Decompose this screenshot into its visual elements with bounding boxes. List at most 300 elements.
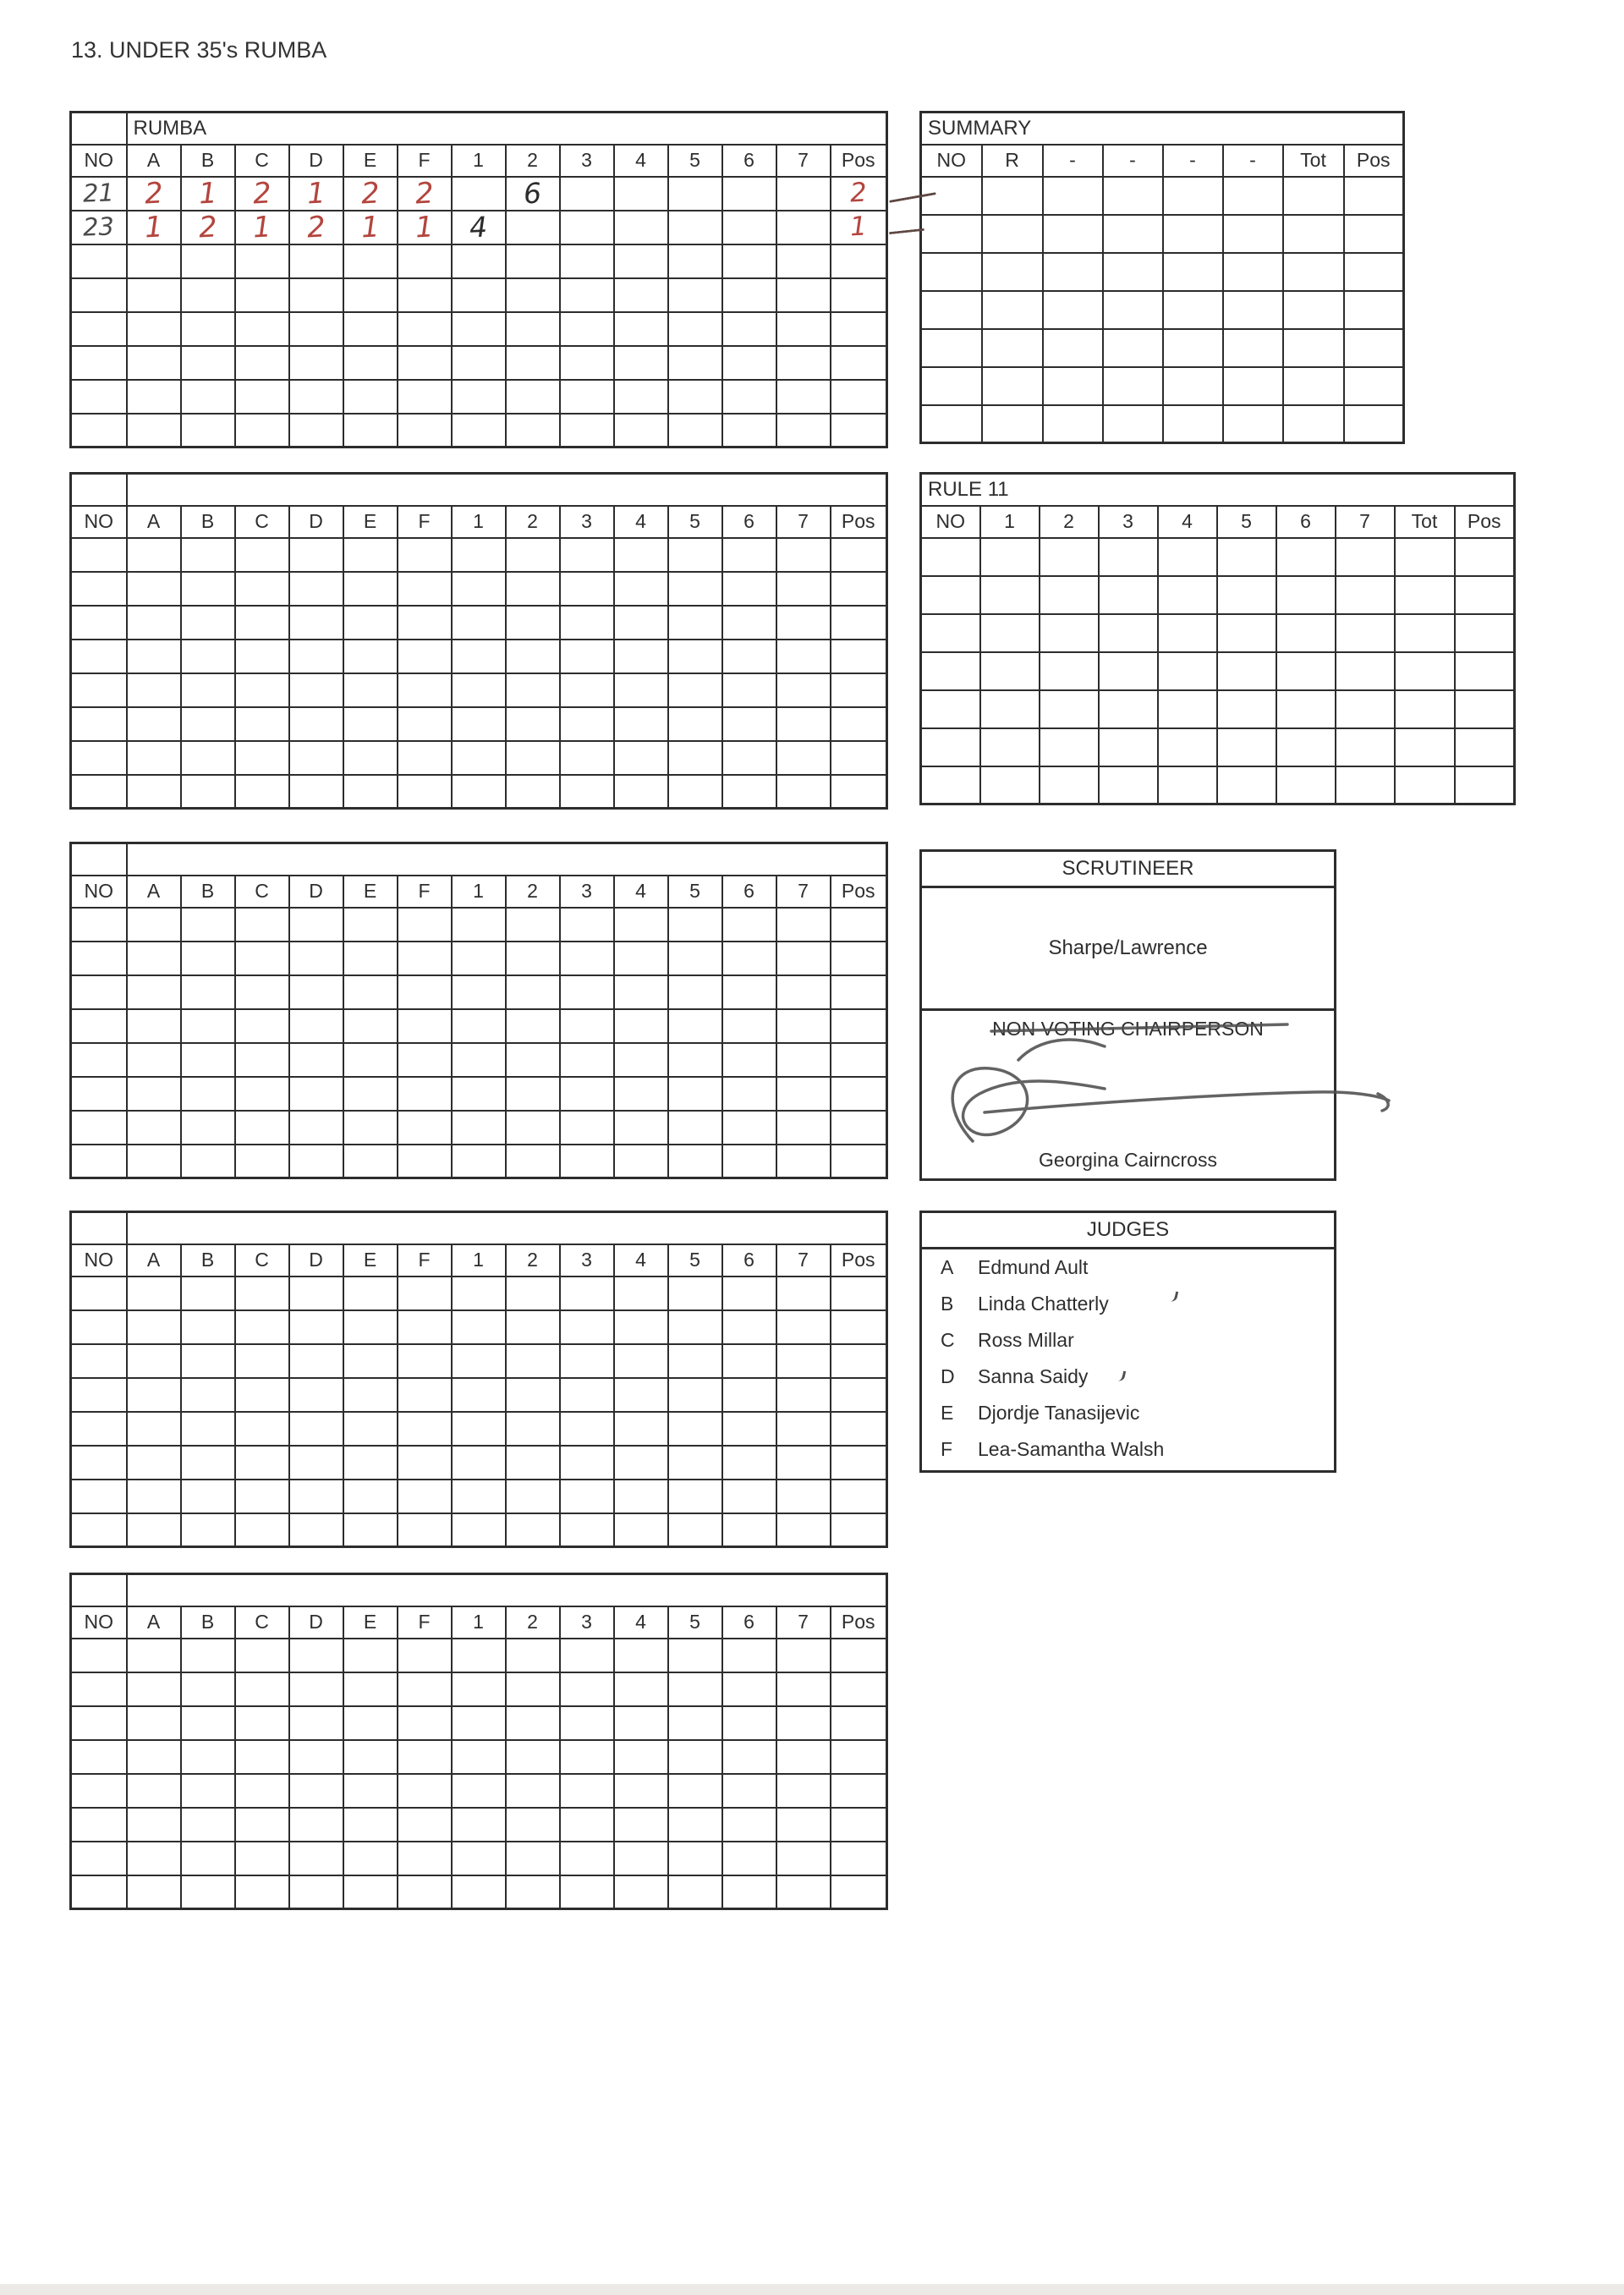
grid-cell: [452, 1145, 506, 1178]
score-row: [71, 1672, 887, 1706]
grid-cell: [1336, 728, 1395, 766]
grid-cell: [181, 1513, 235, 1547]
grid-cell: [1099, 576, 1158, 614]
grid-cell: [722, 1310, 776, 1344]
grid-cell: [1040, 766, 1099, 804]
score-row: [71, 1009, 887, 1043]
grid-cell: [980, 538, 1040, 576]
grid-cell: [614, 1145, 668, 1178]
grid-cell: [668, 1111, 722, 1145]
score-row: [71, 572, 887, 606]
grid-cell: [343, 1513, 398, 1547]
grid-cell: [1276, 766, 1336, 804]
grid-cell: [289, 1412, 343, 1446]
grid-cell: [722, 177, 776, 211]
grid-cell: [668, 640, 722, 673]
col-header-7: 7: [776, 876, 831, 908]
grid-cell: [452, 1277, 506, 1310]
grid-cell: [831, 1875, 887, 1909]
grid-cell: [452, 380, 506, 414]
grid-cell: [560, 1111, 614, 1145]
rumba-score-table: [69, 111, 888, 448]
handwritten-value: 1: [251, 209, 272, 245]
grid-cell: [722, 1774, 776, 1808]
grid-cell: [776, 177, 831, 211]
grid-cell: [398, 673, 452, 707]
handwritten-value: 1: [197, 175, 218, 211]
grid-cell: [722, 908, 776, 942]
grid-cell: [614, 908, 668, 942]
grid-cell: [1217, 690, 1276, 728]
grid-cell: [722, 1480, 776, 1513]
grid-cell: [452, 244, 506, 278]
grid-cell: [343, 1875, 398, 1909]
grid-cell: [398, 707, 452, 741]
grid-cell: [560, 1446, 614, 1480]
grid-cell: [560, 673, 614, 707]
grid-cell: [1276, 728, 1336, 766]
grid-cell: [235, 1378, 289, 1412]
grid-cell: [668, 380, 722, 414]
judge-row-b: [922, 1286, 1334, 1322]
grid-cell: [560, 1706, 614, 1740]
grid-cell: [560, 414, 614, 447]
grid-cell: [343, 1310, 398, 1344]
score-row: [71, 1277, 887, 1310]
grid-cell: [289, 1740, 343, 1774]
grid-cell: [614, 1513, 668, 1547]
grid-cell: [722, 1513, 776, 1547]
grid-cell: [181, 1310, 235, 1344]
col-header-3: 3: [560, 876, 614, 908]
grid-cell: [831, 572, 887, 606]
grid-cell: [614, 1875, 668, 1909]
grid-cell: [289, 346, 343, 380]
grid-cell: [235, 942, 289, 975]
handwritten-value: 2: [359, 175, 381, 211]
grid-cell: [668, 1412, 722, 1446]
rule11-table: [919, 472, 1516, 805]
score-row: [71, 346, 887, 380]
col-header-e: E: [343, 1606, 398, 1639]
judge-letter: F: [941, 1438, 953, 1460]
grid-cell: [71, 1774, 127, 1808]
handwritten-value: 6: [522, 175, 543, 211]
grid-cell: [452, 177, 506, 211]
col-header-5: 5: [668, 506, 722, 538]
grid-cell: [506, 211, 560, 244]
grid-cell: [776, 707, 831, 741]
grid-cell: [398, 1378, 452, 1412]
grid-cell: [289, 211, 343, 244]
grid-cell: [1163, 405, 1223, 443]
grid-cell: [614, 606, 668, 640]
grid-cell: [398, 1344, 452, 1378]
grid-cell: [289, 1774, 343, 1808]
grid-cell: [921, 538, 980, 576]
grid-cell: [181, 673, 235, 707]
col-header-2: 2: [506, 1606, 560, 1639]
grid-cell: [560, 1378, 614, 1412]
grid-cell: [71, 1077, 127, 1111]
grid-cell: [289, 975, 343, 1009]
grid-cell: [722, 975, 776, 1009]
col-header-4: 4: [614, 145, 668, 177]
grid-cell: [343, 1077, 398, 1111]
grid-cell: [614, 707, 668, 741]
grid-cell: [127, 1111, 181, 1145]
grid-cell: [506, 640, 560, 673]
grid-cell: [71, 1412, 127, 1446]
grid-cell: [776, 572, 831, 606]
grid-cell: [1163, 215, 1223, 253]
grid-cell: [398, 346, 452, 380]
table-title: [127, 843, 887, 876]
grid-cell: [506, 1639, 560, 1672]
grid-cell: [452, 707, 506, 741]
grid-cell: [1276, 690, 1336, 728]
grid-cell: [776, 1277, 831, 1310]
col-header-b: B: [181, 1606, 235, 1639]
grid-cell: [181, 414, 235, 447]
grid-cell: [776, 1842, 831, 1875]
grid-cell: [506, 572, 560, 606]
grid-cell: [452, 1344, 506, 1378]
grid-cell: [668, 346, 722, 380]
grid-cell: [235, 414, 289, 447]
judges-panel: [919, 1211, 1336, 1473]
grid-cell: [722, 1740, 776, 1774]
grid-cell: [1395, 652, 1455, 690]
chairperson-section: [922, 1008, 1334, 1178]
grid-cell: [181, 346, 235, 380]
grid-cell: [452, 1672, 506, 1706]
grid-cell: [1336, 652, 1395, 690]
score-row: [71, 1740, 887, 1774]
col-header-no: NO: [921, 506, 980, 538]
grid-cell: [560, 1077, 614, 1111]
col-header-pos: Pos: [831, 1244, 887, 1277]
col-header-4: 4: [614, 1244, 668, 1277]
col-header-b: B: [181, 506, 235, 538]
grid-cell: [289, 1480, 343, 1513]
grid-cell: [289, 244, 343, 278]
col-header-pos: Pos: [1344, 145, 1404, 177]
grid-cell: [506, 606, 560, 640]
grid-cell: [181, 1875, 235, 1909]
grid-cell: [452, 346, 506, 380]
judge-letter: C: [941, 1329, 955, 1351]
grid-cell: [668, 673, 722, 707]
grid-cell: [560, 346, 614, 380]
grid-cell: [506, 1344, 560, 1378]
score-row: [71, 606, 887, 640]
grid-cell: [398, 1310, 452, 1344]
grid-cell: [398, 1111, 452, 1145]
grid-cell: [921, 291, 982, 329]
grid-cell: [452, 1480, 506, 1513]
grid-cell: [181, 1009, 235, 1043]
grid-cell: [1283, 367, 1344, 405]
grid-cell: [452, 1842, 506, 1875]
grid-cell: [668, 942, 722, 975]
grid-cell: [127, 1009, 181, 1043]
table-title: SUMMARY: [921, 113, 1404, 145]
grid-cell: [921, 405, 982, 443]
grid-cell: [289, 1378, 343, 1412]
grid-cell: [722, 1378, 776, 1412]
grid-cell: [614, 1412, 668, 1446]
grid-cell: [668, 1277, 722, 1310]
grid-cell: [127, 244, 181, 278]
col-header-6: 6: [722, 876, 776, 908]
grid-cell: [181, 1145, 235, 1178]
grid-cell: [235, 1111, 289, 1145]
grid-cell: [560, 1043, 614, 1077]
grid-cell: [452, 538, 506, 572]
grid-cell: [776, 1774, 831, 1808]
grid-cell: [560, 1009, 614, 1043]
grid-cell: [722, 278, 776, 312]
grid-cell: [614, 1009, 668, 1043]
grid-cell: [668, 775, 722, 809]
table-title: RUMBA: [127, 113, 887, 145]
score-table-2: [69, 472, 888, 810]
grid-cell: [235, 707, 289, 741]
col-header-3: 3: [560, 1606, 614, 1639]
grid-cell: [506, 1706, 560, 1740]
grid-cell: [1344, 329, 1404, 367]
grid-cell: [235, 1446, 289, 1480]
grid-cell: [235, 1774, 289, 1808]
grid-cell: [398, 1639, 452, 1672]
grid-cell: [668, 278, 722, 312]
score-row: [71, 1446, 887, 1480]
grid-cell: [127, 1672, 181, 1706]
grid-cell: [776, 1145, 831, 1178]
grid-cell: [398, 1842, 452, 1875]
col-header-2: 2: [506, 145, 560, 177]
grid-cell: [1344, 253, 1404, 291]
grid-cell: [614, 380, 668, 414]
grid-cell: [1103, 329, 1163, 367]
grid-cell: [1336, 766, 1395, 804]
grid-cell: [452, 1378, 506, 1412]
grid-cell: [181, 606, 235, 640]
grid-cell: [506, 1009, 560, 1043]
grid-cell: [1099, 614, 1158, 652]
col-header-d: D: [289, 1606, 343, 1639]
grid-cell: [668, 1740, 722, 1774]
grid-cell: [235, 177, 289, 211]
grid-cell: [980, 614, 1040, 652]
grid-cell: [722, 1639, 776, 1672]
grid-cell: [722, 640, 776, 673]
grid-cell: [1395, 728, 1455, 766]
grid-cell: [127, 1480, 181, 1513]
grid-cell: [71, 741, 127, 775]
col-header-2: 2: [1040, 506, 1099, 538]
col-header-6: 6: [722, 1606, 776, 1639]
grid-cell: [127, 1740, 181, 1774]
grid-cell: [1103, 215, 1163, 253]
col-header-a: A: [127, 1606, 181, 1639]
col-header-c: C: [235, 1244, 289, 1277]
grid-cell: [506, 312, 560, 346]
grid-cell: [181, 211, 235, 244]
handwritten-value: 1: [143, 209, 164, 245]
grid-cell: [831, 346, 887, 380]
grid-cell: [452, 211, 506, 244]
col-header-3: 3: [560, 506, 614, 538]
grid-cell: [343, 1344, 398, 1378]
grid-cell: [1043, 405, 1103, 443]
grid-cell: [668, 741, 722, 775]
grid-cell: [235, 1480, 289, 1513]
col-header-a: A: [127, 876, 181, 908]
grid-cell: [1455, 728, 1515, 766]
grid-cell: [668, 312, 722, 346]
grid-cell: [235, 1043, 289, 1077]
grid-cell: [982, 215, 1043, 253]
score-row: [71, 1875, 887, 1909]
grid-cell: [71, 1378, 127, 1412]
score-row: [71, 244, 887, 278]
grid-cell: [235, 1706, 289, 1740]
scrutineer-panel: [919, 849, 1336, 1181]
grid-cell: [614, 942, 668, 975]
grid-cell: [506, 975, 560, 1009]
grid-cell: [71, 775, 127, 809]
col-header-7: 7: [776, 1244, 831, 1277]
grid-cell: [127, 1875, 181, 1909]
grid-cell: [722, 1111, 776, 1145]
grid-cell: [452, 1111, 506, 1145]
grid-cell: [1276, 576, 1336, 614]
col-header-6: 6: [1276, 506, 1336, 538]
grid-cell: [127, 278, 181, 312]
grid-cell: [127, 975, 181, 1009]
col-header-6: 6: [722, 145, 776, 177]
grid-cell: [181, 707, 235, 741]
grid-cell: [289, 707, 343, 741]
grid-cell: [289, 1277, 343, 1310]
grid-cell: [668, 975, 722, 1009]
grid-cell: [127, 1706, 181, 1740]
grid-cell: [722, 942, 776, 975]
grid-cell: [343, 1774, 398, 1808]
grid-cell: [1283, 405, 1344, 443]
grid-cell: [343, 908, 398, 942]
grid-cell: [980, 576, 1040, 614]
grid-cell: [1158, 614, 1217, 652]
rule11-table-grid: [919, 472, 1516, 805]
grid-cell: [181, 1672, 235, 1706]
col-header-1: 1: [452, 145, 506, 177]
grid-cell: [831, 414, 887, 447]
grid-cell: [506, 673, 560, 707]
grid-cell: [506, 1774, 560, 1808]
grid-cell: [668, 572, 722, 606]
grid-cell: [506, 177, 560, 211]
score-row: [71, 312, 887, 346]
grid-cell: [127, 707, 181, 741]
grid-cell: [235, 346, 289, 380]
grid-cell: [452, 775, 506, 809]
grid-cell: [1040, 576, 1099, 614]
grid-cell: [452, 1513, 506, 1547]
handwritten-value: 2: [414, 175, 435, 211]
grid-cell: [127, 606, 181, 640]
grid-cell: [614, 1672, 668, 1706]
grid-cell: [181, 572, 235, 606]
grid-cell: [181, 312, 235, 346]
grid-cell: [398, 1043, 452, 1077]
grid-cell: [398, 1145, 452, 1178]
score-row: [71, 1808, 887, 1842]
judge-name: Ross Millar: [978, 1329, 1074, 1351]
grid-cell: [722, 380, 776, 414]
judge-name: Lea-Samantha Walsh: [978, 1438, 1165, 1460]
grid-cell: [831, 1378, 887, 1412]
grid-cell: [722, 1412, 776, 1446]
grid-cell: [1103, 177, 1163, 215]
grid-cell: [127, 942, 181, 975]
col-header-x: -: [1223, 145, 1283, 177]
grid-cell: [71, 278, 127, 312]
grid-cell: [398, 312, 452, 346]
grid-cell: [506, 1740, 560, 1774]
grid-cell: [506, 414, 560, 447]
grid-cell: [560, 1344, 614, 1378]
grid-cell: [560, 741, 614, 775]
score-table-5-grid: [69, 1573, 888, 1910]
grid-cell: [289, 1513, 343, 1547]
col-header-c: C: [235, 876, 289, 908]
grid-cell: [181, 1111, 235, 1145]
grid-cell: [289, 1639, 343, 1672]
grid-cell: [289, 1145, 343, 1178]
grid-cell: [668, 1808, 722, 1842]
grid-cell: [181, 1378, 235, 1412]
grid-cell: [614, 640, 668, 673]
grid-cell: [921, 215, 982, 253]
grid-cell: [831, 1706, 887, 1740]
grid-cell: [831, 1043, 887, 1077]
grid-cell: [776, 606, 831, 640]
grid-cell: [235, 572, 289, 606]
grid-cell: [831, 312, 887, 346]
judge-letter: A: [941, 1256, 954, 1278]
grid-cell: [71, 1480, 127, 1513]
score-row: [921, 215, 1404, 253]
grid-cell: [560, 908, 614, 942]
grid-cell: [343, 707, 398, 741]
grid-cell: [776, 211, 831, 244]
grid-cell: [398, 1740, 452, 1774]
grid-cell: [235, 1009, 289, 1043]
grid-cell: [668, 1344, 722, 1378]
grid-cell: [127, 414, 181, 447]
grid-cell: [831, 244, 887, 278]
handwritten-value: 2: [848, 177, 868, 209]
grid-cell: [181, 1639, 235, 1672]
grid-cell: [831, 1310, 887, 1344]
col-header-7: 7: [776, 1606, 831, 1639]
table-title: [127, 1574, 887, 1606]
grid-cell: [235, 1639, 289, 1672]
grid-cell: [831, 1111, 887, 1145]
